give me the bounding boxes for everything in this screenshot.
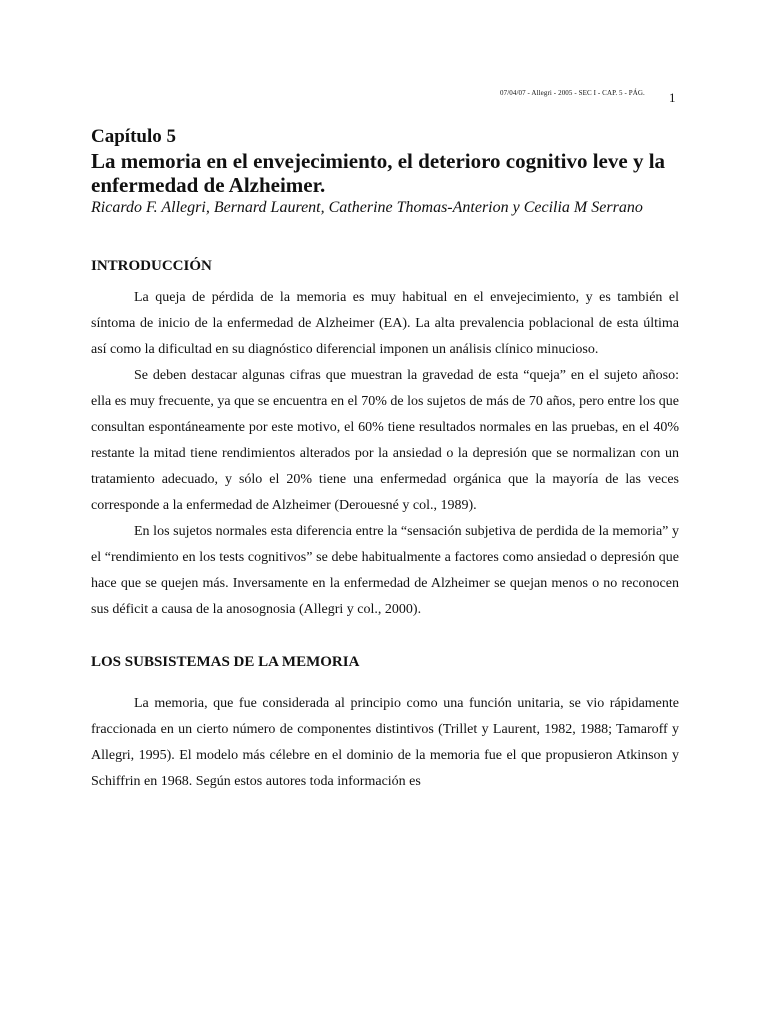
- chapter-title: La memoria en el envejecimiento, el deterioro cognitivo leve y la enfermedad de Alzheimer.: [91, 149, 666, 197]
- section-heading-introduccion: INTRODUCCIÓN: [91, 258, 212, 274]
- section-body-subsistemas-memoria: [91, 691, 679, 795]
- paragraph: La memoria, que fue considerada al principio como una función unitaria, se vio rápidamente fraccionada en un cierto número de componentes distintivos (Trillet y Laurent, 1982, 1988; Tamaroff y Allegri, 1995). El modelo más célebre en el dominio de la memoria fue el que propusieron Atkinson y Schiffrin en 1968. Según estos autores toda información es: [91, 696, 679, 789]
- section-body-introduccion: [91, 285, 679, 623]
- chapter-label: Capítulo 5: [91, 126, 176, 147]
- paragraph: Se deben destacar algunas cifras que muestran la gravedad de esta “queja” en el sujeto añoso: ella es muy frecuente, ya que se encuentra en el 70% de los sujetos de más de 70 años, pero entre los que consultan espontáneamente por este motivo, el 60% tiene resultados normales en las pruebas, en el 40% restante la mitad tiene rendimientos alterados por la ansiedad o la depresión que se normalizan con un tratamiento adecuado, y sólo el 20% tiene una enfermedad orgánica que la mayoría de las veces corresponde a la enfermedad de Alzheimer (Derouesné y col., 1989).: [91, 368, 679, 513]
- running-header: 07/04/07 - Allegri - 2005 - SEC I - CAP. 5 - PÁG.: [500, 89, 645, 97]
- page-number: 1: [669, 90, 676, 105]
- paragraph: La queja de pérdida de la memoria es muy habitual en el envejecimiento, y es también el síntoma de inicio de la enfermedad de Alzheimer (EA). La alta prevalencia poblacional de esta última así como la dificultad en su diagnóstico diferencial imponen un análisis clínico minucioso.: [91, 290, 679, 357]
- chapter-authors: Ricardo F. Allegri, Bernard Laurent, Catherine Thomas-Anterion y Cecilia M Serrano: [91, 199, 643, 216]
- paragraph: En los sujetos normales esta diferencia entre la “sensación subjetiva de perdida de la memoria” y el “rendimiento en los tests cognitivos” se debe habitualmente a factores como ansiedad o depresión que hace que se quejen más. Inversamente en la enfermedad de Alzheimer se quejan menos o no reconocen sus déficit a causa de la anosognosia (Allegri y col., 2000).: [91, 524, 679, 617]
- section-heading-subsistemas-memoria: LOS SUBSISTEMAS DE LA MEMORIA: [91, 654, 360, 670]
- page-content: [91, 126, 679, 795]
